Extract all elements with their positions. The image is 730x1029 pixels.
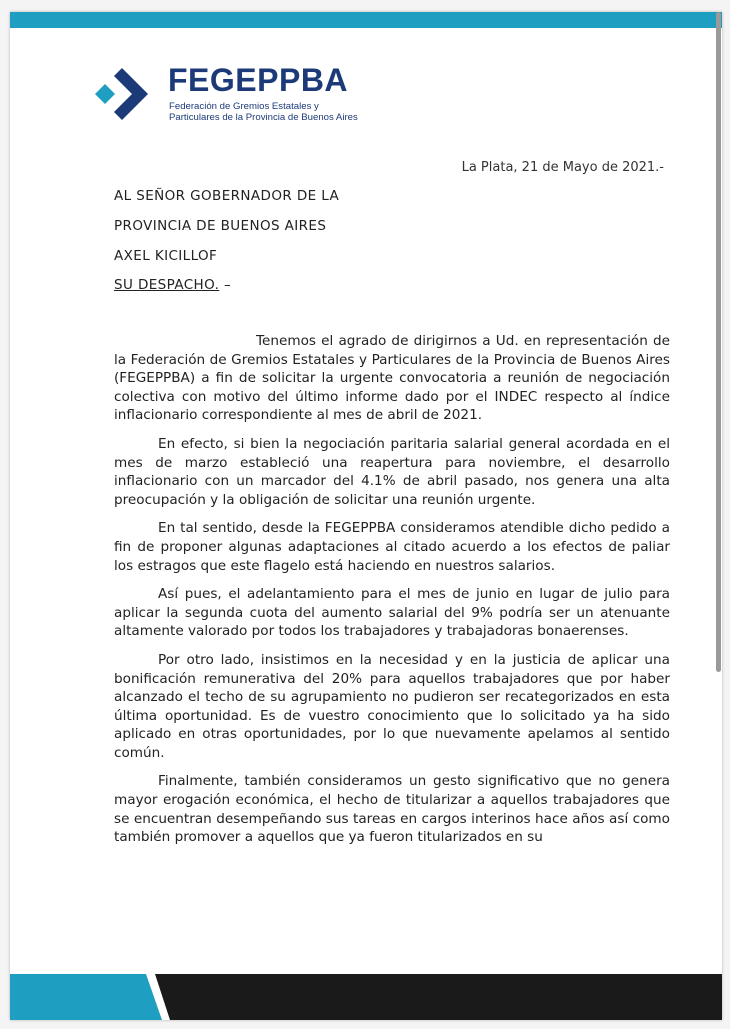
org-name-line-2: Particulares de la Provincia de Buenos Aires <box>169 112 358 123</box>
vertical-scrollbar[interactable] <box>716 12 721 672</box>
top-accent-bar <box>10 12 722 28</box>
fegeppba-diamond-logo-icon <box>94 66 150 122</box>
bottom-footer-bar <box>10 974 722 1020</box>
recipient-line-1: AL SEÑOR GOBERNADOR DE LA <box>114 188 340 204</box>
body-paragraph: Finalmente, también consideramos un gesto significativo que no genera mayor erogación económica, el hecho de titularizar a aquellos trabajadores que se encuentran desempeñando sus tareas en cargos interinos hace años así como también promover a aquellos que ya fueron titularizados en su <box>114 773 670 846</box>
org-acronym: FEGEPPBA <box>168 62 349 98</box>
recipient-line-2: PROVINCIA DE BUENOS AIRES <box>114 218 327 234</box>
recipient-line-3: AXEL KICILLOF <box>114 248 218 264</box>
letter-date: La Plata, 21 de Mayo de 2021.- <box>461 160 664 175</box>
su-despacho-text: SU DESPACHO. <box>114 277 220 293</box>
letter-body <box>114 332 670 857</box>
body-paragraph: En tal sentido, desde la FEGEPPBA consideramos atendible dicho pedido a fin de proponer algunas adaptaciones al citado acuerdo a los efectos de paliar los estragos que este flagelo está haciendo en nuestros salarios. <box>114 520 670 574</box>
org-full-name <box>169 101 409 123</box>
recipient-dash: – <box>219 277 232 293</box>
body-paragraph: Tenemos el agrado de dirigirnos a Ud. en representación de la Federación de Gremios Estatales y Particulares de la Provincia de Buenos Aires (FEGEPPBA) a fin de solicitar la urgente convocatoria a reunión de negociación colectiva con motivo del último informe dado por el INDEC respecto al índice inflacionario correspondiente al mes de abril de 2021. <box>114 333 670 424</box>
body-paragraph: Por otro lado, insistimos en la necesidad y en la justicia de aplicar una bonificación remunerativa del 20% para aquellos trabajadores que por haber alcanzado el techo de su agrupamiento no pudieron ser recategorizados en esta última oportunidad. Es de vuestro conocimiento que lo solicitado ya ha sido aplicado en otras oportunidades, por lo que nuevamente apelamos al sentido común. <box>114 651 670 761</box>
recipient-line-4 <box>114 277 231 293</box>
org-name-line-1: Federación de Gremios Estatales y <box>169 101 319 112</box>
letter-page <box>10 12 722 1020</box>
body-paragraph: Así pues, el adelantamiento para el mes de junio en lugar de julio para aplicar la segunda cuota del aumento salarial del 9% podría ser un atenuante altamente valorado por todos los trabajadores y trabajadoras bonaerenses. <box>114 586 670 640</box>
body-paragraph: En efecto, si bien la negociación paritaria salarial general acordada en el mes de marzo estableció una reapertura para noviembre, el desarrollo inflacionario con un marcador del 4.1% de abril pasado, nos genera una alta preocupación y la obligación de solicitar una reunión urgente. <box>114 435 670 508</box>
